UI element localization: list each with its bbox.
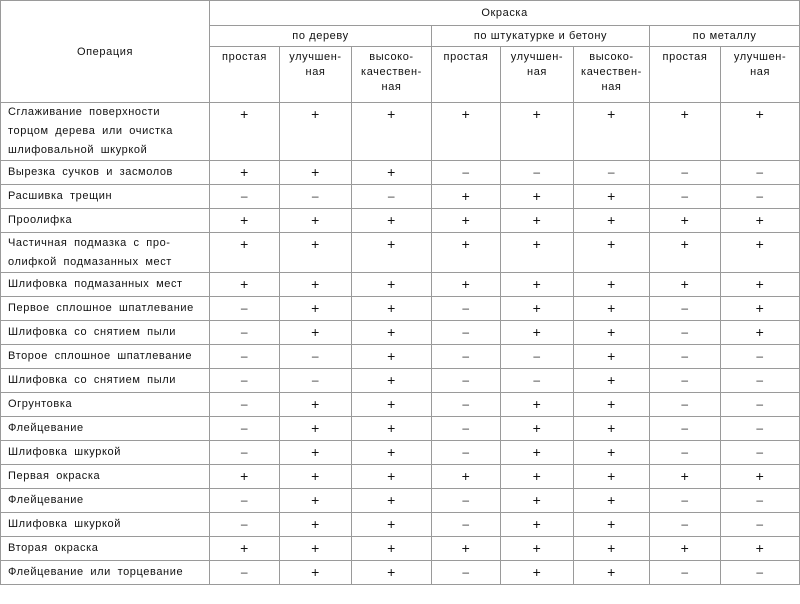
mark-plaster-improved: + — [501, 103, 574, 161]
mark-plaster-high: + — [574, 185, 650, 209]
mark-wood-simple: – — [210, 393, 280, 417]
mark-wood-high: + — [352, 513, 432, 537]
mark-wood-simple: – — [210, 321, 280, 345]
header-wood-high: высоко- качествен- ная — [352, 47, 432, 103]
mark-wood-high: + — [352, 465, 432, 489]
mark-plaster-simple: + — [432, 103, 501, 161]
mark-wood-simple: + — [210, 233, 280, 273]
mark-plaster-high: + — [574, 489, 650, 513]
operation-cell: Флейцевание — [1, 489, 210, 513]
mark-plaster-simple: – — [432, 321, 501, 345]
mark-metal-improved: – — [721, 393, 800, 417]
mark-metal-simple: + — [650, 103, 721, 161]
mark-plaster-high: + — [574, 465, 650, 489]
mark-metal-simple: – — [650, 161, 721, 185]
mark-plaster-improved: + — [501, 513, 574, 537]
mark-wood-high: + — [352, 161, 432, 185]
mark-metal-improved: – — [721, 561, 800, 585]
mark-wood-improved: + — [280, 161, 352, 185]
mark-plaster-improved: + — [501, 561, 574, 585]
mark-wood-simple: + — [210, 161, 280, 185]
mark-plaster-improved: + — [501, 537, 574, 561]
table-row — [1, 233, 800, 273]
mark-wood-simple: + — [210, 465, 280, 489]
mark-plaster-improved: – — [501, 369, 574, 393]
mark-wood-improved: + — [280, 209, 352, 233]
header-plaster-high: высоко- качествен- ная — [574, 47, 650, 103]
mark-metal-improved: – — [721, 441, 800, 465]
mark-wood-improved: + — [280, 233, 352, 273]
table-body — [1, 103, 800, 585]
mark-plaster-simple: + — [432, 233, 501, 273]
mark-plaster-high: + — [574, 561, 650, 585]
mark-wood-simple: + — [210, 537, 280, 561]
mark-plaster-improved: + — [501, 417, 574, 441]
mark-metal-simple: – — [650, 417, 721, 441]
table-row — [1, 161, 800, 185]
mark-wood-high: + — [352, 233, 432, 273]
mark-plaster-improved: – — [501, 345, 574, 369]
mark-wood-high: – — [352, 185, 432, 209]
mark-plaster-high: + — [574, 233, 650, 273]
header-wood-simple: простая — [210, 47, 280, 103]
operation-cell: Шлифовка подмазанных мест — [1, 273, 210, 297]
mark-plaster-simple: + — [432, 185, 501, 209]
mark-metal-improved: – — [721, 513, 800, 537]
mark-plaster-simple: + — [432, 537, 501, 561]
mark-metal-improved: – — [721, 489, 800, 513]
mark-metal-simple: + — [650, 465, 721, 489]
operation-cell: Второе сплошное шпатлевание — [1, 345, 210, 369]
header-painting: Окраска — [210, 1, 800, 26]
mark-wood-simple: – — [210, 417, 280, 441]
mark-wood-improved: + — [280, 537, 352, 561]
table-row — [1, 345, 800, 369]
table-row — [1, 369, 800, 393]
header-group-metal: по металлу — [650, 26, 800, 47]
mark-wood-simple: + — [210, 273, 280, 297]
mark-plaster-simple: + — [432, 209, 501, 233]
mark-wood-high: + — [352, 369, 432, 393]
mark-wood-improved: + — [280, 417, 352, 441]
mark-plaster-high: + — [574, 297, 650, 321]
mark-plaster-high: + — [574, 321, 650, 345]
mark-plaster-high: + — [574, 393, 650, 417]
operation-cell: Частичная подмазка с про-олифкой подмазанных мест — [1, 233, 210, 273]
mark-metal-simple: – — [650, 297, 721, 321]
operation-cell: Шлифовка со снятием пыли — [1, 369, 210, 393]
mark-plaster-high: + — [574, 103, 650, 161]
header-plaster-simple: простая — [432, 47, 501, 103]
operation-cell: Флейцевание или торцевание — [1, 561, 210, 585]
table-row — [1, 417, 800, 441]
header-plaster-improved: улучшен- ная — [501, 47, 574, 103]
mark-metal-simple: – — [650, 369, 721, 393]
mark-wood-improved: + — [280, 513, 352, 537]
mark-metal-improved: + — [721, 297, 800, 321]
table-row — [1, 393, 800, 417]
table-row — [1, 297, 800, 321]
mark-metal-improved: + — [721, 233, 800, 273]
mark-plaster-simple: – — [432, 513, 501, 537]
mark-plaster-simple: – — [432, 297, 501, 321]
table-row — [1, 209, 800, 233]
table-row — [1, 185, 800, 209]
mark-wood-improved: + — [280, 321, 352, 345]
table-row — [1, 489, 800, 513]
mark-metal-improved: + — [721, 103, 800, 161]
mark-metal-improved: – — [721, 185, 800, 209]
mark-wood-improved: – — [280, 345, 352, 369]
mark-wood-improved: + — [280, 465, 352, 489]
mark-wood-high: + — [352, 561, 432, 585]
mark-plaster-improved: + — [501, 297, 574, 321]
mark-metal-simple: – — [650, 441, 721, 465]
mark-metal-improved: – — [721, 345, 800, 369]
operation-cell: Первая окраска — [1, 465, 210, 489]
mark-wood-simple: – — [210, 441, 280, 465]
mark-wood-improved: – — [280, 185, 352, 209]
header-metal-improved: улучшен- ная — [721, 47, 800, 103]
mark-wood-improved: + — [280, 561, 352, 585]
mark-metal-simple: + — [650, 209, 721, 233]
mark-metal-simple: – — [650, 321, 721, 345]
table-row — [1, 321, 800, 345]
mark-plaster-improved: + — [501, 321, 574, 345]
mark-plaster-simple: – — [432, 489, 501, 513]
mark-metal-simple: + — [650, 537, 721, 561]
mark-plaster-simple: – — [432, 561, 501, 585]
mark-wood-improved: + — [280, 441, 352, 465]
table-row — [1, 273, 800, 297]
mark-wood-simple: – — [210, 513, 280, 537]
mark-metal-simple: – — [650, 513, 721, 537]
mark-plaster-improved: + — [501, 185, 574, 209]
mark-metal-simple: – — [650, 561, 721, 585]
mark-metal-simple: + — [650, 233, 721, 273]
mark-metal-improved: – — [721, 369, 800, 393]
operation-cell: Проолифка — [1, 209, 210, 233]
mark-plaster-improved: + — [501, 441, 574, 465]
mark-plaster-improved: + — [501, 273, 574, 297]
mark-plaster-improved: – — [501, 161, 574, 185]
mark-plaster-high: + — [574, 369, 650, 393]
header-metal-simple: простая — [650, 47, 721, 103]
operation-cell: Шлифовка шкуркой — [1, 441, 210, 465]
mark-wood-simple: – — [210, 185, 280, 209]
mark-plaster-high: + — [574, 441, 650, 465]
mark-plaster-simple: – — [432, 393, 501, 417]
mark-wood-simple: – — [210, 489, 280, 513]
header-operation: Операция — [1, 1, 210, 103]
mark-plaster-simple: + — [432, 465, 501, 489]
operation-cell: Первое сплошное шпатлевание — [1, 297, 210, 321]
mark-plaster-simple: – — [432, 417, 501, 441]
mark-plaster-high: + — [574, 209, 650, 233]
operation-cell: Шлифовка шкуркой — [1, 513, 210, 537]
mark-plaster-improved: + — [501, 489, 574, 513]
mark-wood-high: + — [352, 393, 432, 417]
operation-cell: Огрунтовка — [1, 393, 210, 417]
operation-cell: Шлифовка со снятием пыли — [1, 321, 210, 345]
table-row — [1, 537, 800, 561]
mark-plaster-simple: – — [432, 369, 501, 393]
mark-plaster-simple: – — [432, 441, 501, 465]
table-row — [1, 561, 800, 585]
mark-metal-improved: + — [721, 273, 800, 297]
operation-cell: Флейцевание — [1, 417, 210, 441]
mark-plaster-high: + — [574, 273, 650, 297]
mark-wood-high: + — [352, 273, 432, 297]
mark-wood-simple: – — [210, 297, 280, 321]
mark-metal-simple: – — [650, 393, 721, 417]
mark-wood-improved: + — [280, 273, 352, 297]
mark-plaster-simple: – — [432, 345, 501, 369]
mark-plaster-improved: + — [501, 393, 574, 417]
mark-metal-improved: + — [721, 537, 800, 561]
mark-metal-simple: – — [650, 345, 721, 369]
mark-wood-high: + — [352, 345, 432, 369]
mark-plaster-simple: – — [432, 161, 501, 185]
table-row — [1, 513, 800, 537]
table-row — [1, 441, 800, 465]
mark-wood-high: + — [352, 321, 432, 345]
mark-plaster-high: + — [574, 537, 650, 561]
operation-cell: Сглаживание поверхности торцом дерева или очистка шлифовальной шкуркой — [1, 103, 210, 161]
mark-metal-improved: – — [721, 161, 800, 185]
mark-wood-simple: + — [210, 209, 280, 233]
mark-wood-high: + — [352, 489, 432, 513]
table-row — [1, 103, 800, 161]
operation-cell: Вырезка сучков и засмолов — [1, 161, 210, 185]
mark-wood-improved: + — [280, 489, 352, 513]
mark-plaster-improved: + — [501, 465, 574, 489]
header-group-wood: по дереву — [210, 26, 432, 47]
mark-wood-improved: + — [280, 103, 352, 161]
mark-wood-improved: – — [280, 369, 352, 393]
mark-wood-high: + — [352, 441, 432, 465]
mark-wood-simple: – — [210, 369, 280, 393]
mark-wood-simple: + — [210, 103, 280, 161]
mark-metal-simple: – — [650, 489, 721, 513]
header-group-plaster: по штукатурке и бетону — [432, 26, 650, 47]
mark-wood-high: + — [352, 103, 432, 161]
header-wood-improved: улучшен- ная — [280, 47, 352, 103]
mark-wood-high: + — [352, 209, 432, 233]
mark-wood-simple: – — [210, 345, 280, 369]
mark-plaster-high: + — [574, 513, 650, 537]
operation-cell: Расшивка трещин — [1, 185, 210, 209]
mark-plaster-high: – — [574, 161, 650, 185]
table-row — [1, 465, 800, 489]
mark-wood-high: + — [352, 297, 432, 321]
mark-plaster-simple: + — [432, 273, 501, 297]
mark-wood-simple: – — [210, 561, 280, 585]
mark-plaster-high: + — [574, 417, 650, 441]
mark-metal-improved: + — [721, 321, 800, 345]
mark-plaster-high: + — [574, 345, 650, 369]
mark-metal-improved: – — [721, 417, 800, 441]
mark-metal-improved: + — [721, 465, 800, 489]
operation-cell: Вторая окраска — [1, 537, 210, 561]
mark-metal-simple: + — [650, 273, 721, 297]
mark-plaster-improved: + — [501, 233, 574, 273]
mark-metal-improved: + — [721, 209, 800, 233]
mark-wood-improved: + — [280, 297, 352, 321]
mark-plaster-improved: + — [501, 209, 574, 233]
mark-wood-high: + — [352, 537, 432, 561]
mark-wood-improved: + — [280, 393, 352, 417]
mark-wood-high: + — [352, 417, 432, 441]
mark-metal-simple: – — [650, 185, 721, 209]
